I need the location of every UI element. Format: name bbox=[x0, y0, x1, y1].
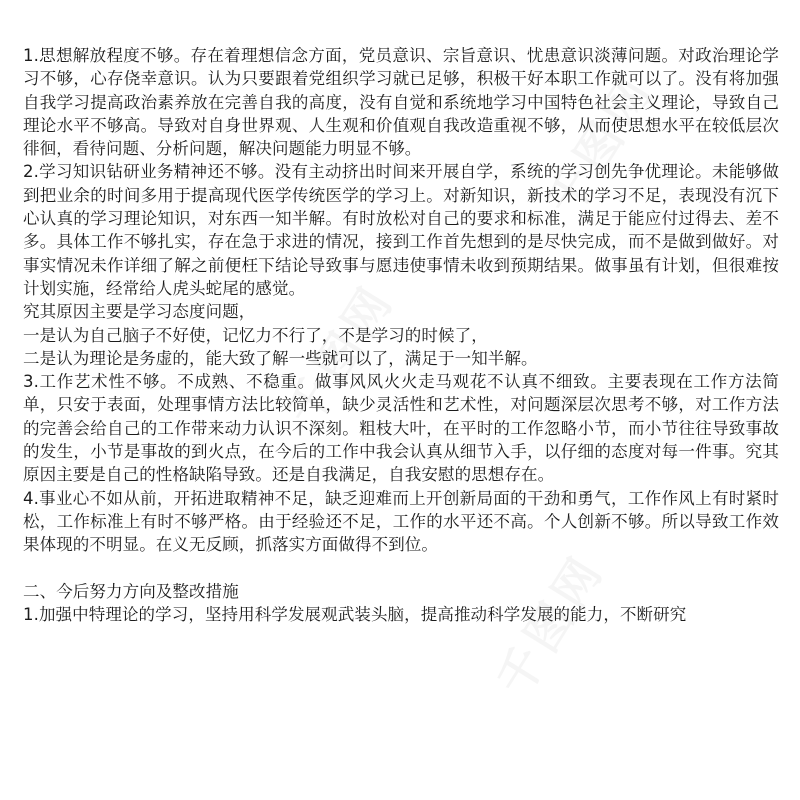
blank-line bbox=[23, 557, 779, 580]
paragraph-item-3: 3.工作艺术性不够。不成熟、不稳重。做事风风火火走马观花不认真不细致。主要表现在工作方法简单，只安于表面，处理事情方法比较简单，缺少灵活性和艺术性，对问题深层次思考不够，对工作方法的完善会给自己的工作带来动力认识不深刻。粗枝大叶，在平时的工作忽略小节，而小节往往导致事故的发生，小节是事故的到火点，在今后的工作中我会认真从细节入手，以仔细的态度对每一件事。究其原因主要是自己的性格缺陷导致。还是自我满足，自我安慰的思想存在。 bbox=[23, 372, 779, 485]
paragraph-item-2: 2.学习知识钻研业务精神还不够。没有主动挤出时间来开展自学，系统的学习创先争优理论。未能够做到把业余的时间多用于提高现代医学传统医学的学习上。对新知识，新技术的学习不足，表现没有沉下心认真的学习理论知识，对东西一知半解。有时放松对自己的要求和标准，满足于能应付过得去、差不多。具体工作不够扎实，存在急于求进的情况，接到工作首先想到的是尽快完成，而不是做到做好。对事实情况未作详细了解之前便枉下结论导致事与愿违使事情未收到预期结果。做事虽有计划，但很难按计划实施，经常给人虎头蛇尾的感觉。 bbox=[23, 162, 779, 298]
watermark: 千图网 bbox=[486, 544, 615, 706]
section-heading: 二、今后努力方向及整改措施 bbox=[23, 581, 239, 601]
watermark: 千图网 bbox=[276, 274, 405, 436]
watermark: 千图网 bbox=[536, 64, 665, 226]
paragraph-cause-intro: 究其原因主要是学习态度问题， bbox=[23, 302, 256, 322]
paragraph-item-1: 1.思想解放程度不够。存在着理想信念方面，党员意识、宗旨意识、忧患意识淡薄问题。对政治理论学习不够，心存侥幸意识。认为只要跟着党组织学习就已足够，积极干好本职工作就可以了。没有将加强自我学习提高政治素养放在完善自我的高度，没有自觉和系统地学习中国特色社会主义理论，导致自己理论水平不够高。导致对自身世界观、人生观和价值观自我改造重视不够，从而使思想水平在较低层次徘徊，看待问题、分析问题，解决问题能力明显不够。 bbox=[23, 46, 779, 159]
paragraph-cause-two: 二是认为理论是务虚的，能大致了解一些就可以了，满足于一知半解。 bbox=[23, 348, 538, 368]
paragraph-measure-1: 1.加强中特理论的学习，坚持用科学发展观武装头脑，提高推动科学发展的能力，不断研究 bbox=[23, 605, 687, 625]
paragraph-item-4: 4.事业心不如从前，开拓进取精神不足，缺乏迎难而上开创新局面的干劲和勇气，工作作风上有时紧时松，工作标准上有时不够严格。由于经验还不足，工作的水平还不高。个人创新不够。所以导致工作效果体现的不明显。在义无反顾，抓落实方面做得不到位。 bbox=[23, 488, 779, 555]
paragraph-cause-one: 一是认为自己脑子不好使，记忆力不行了，不是学习的时候了， bbox=[23, 325, 488, 345]
document-body bbox=[23, 44, 779, 626]
